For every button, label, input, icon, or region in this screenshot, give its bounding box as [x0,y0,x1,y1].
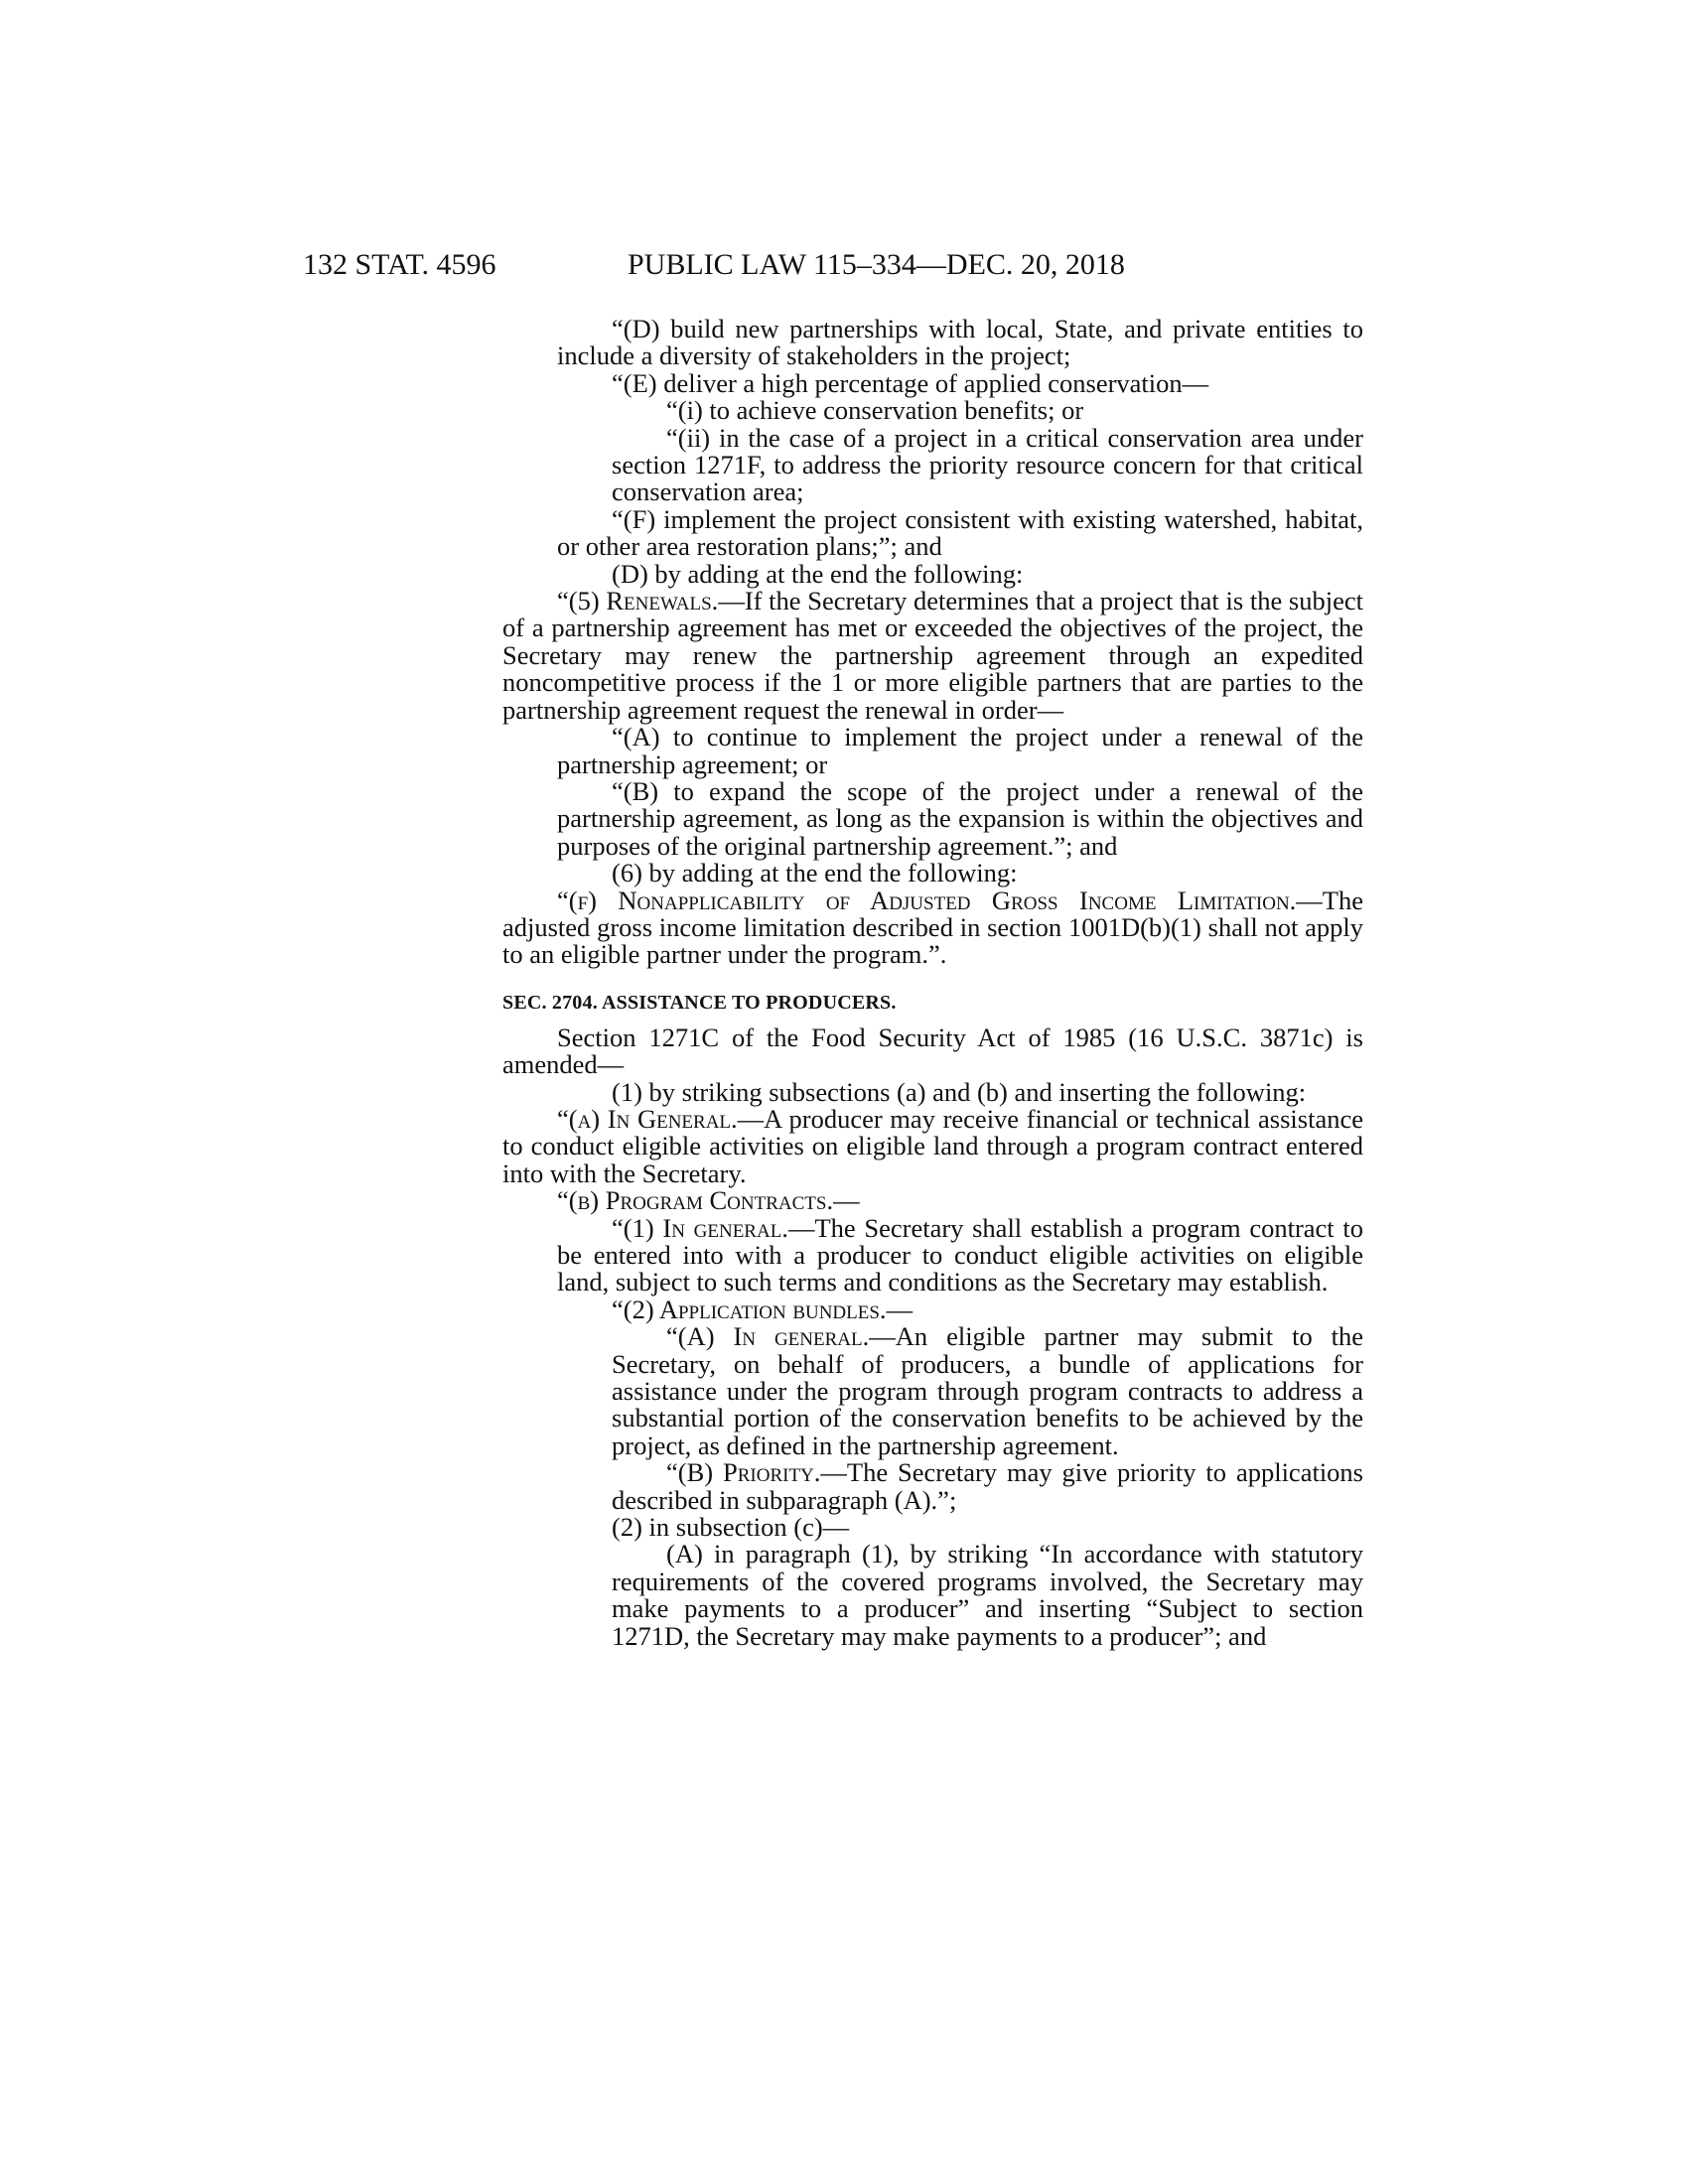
subsection-b-label: “(b) Program Contracts. [557,1185,834,1216]
subparagraph-b2b-text: —The Secretary may give priority to applications described in subparagraph (A).”; [612,1457,1363,1515]
subsection-a-text: —A producer may receive financial or technical assistance to conduct eligible activities on eligible land through a program contract entered into with the Secretary. [502,1103,1364,1188]
subparagraph-b2a-text: —An eligible partner may submit to the Secretary, on behalf of producers, a bundle of applications for assistance under the program through program contracts to address a substantial portion of the conservation benefits to be achieved by the project, as defined in the partnership agreement. [612,1321,1363,1460]
renewals-subpara-b: “(B) to expand the scope of the project under a renewal of the partnership agreement, as long as the expansion is within the objectives and purposes of the original partnership agreement.”; and [557,775,1363,861]
clause-d: “(D) build new partnerships with local, State, and private entities to include a diversity of stakeholders in the project; [557,314,1363,371]
renewals-subpara-a: “(A) to continue to implement the project under a renewal of the partnership agreement; or [557,722,1363,779]
document-body [502,316,1363,1650]
subsection-b-text: — [833,1185,860,1216]
subparagraph-b2a-label: “(A) In general. [666,1321,870,1352]
paragraph-b2-text: — [886,1294,914,1324]
paragraph-b1 [502,1212,1363,1297]
subsection-a-label: “(a) In General. [557,1103,738,1134]
amendment-d-adding: (D) by adding at the end the following: [612,558,1024,589]
subsection-a [502,1103,1364,1188]
clause-e: “(E) deliver a high percentage of applied conservation— [612,367,1209,398]
paragraph-b2-label: “(2) Application bundles. [612,1294,887,1324]
paragraph-b1-label: “(1) In general. [612,1212,788,1243]
subsection-f [502,887,1363,969]
subparagraph-b2a [502,1323,1363,1459]
amendment-2: (2) in subsection (c)— [612,1512,850,1543]
amendment-6-adding: (6) by adding at the end the following: [612,858,1018,888]
subsection-f-text: —The adjusted gross income limitation described in section 1001D(b)(1) shall not apply to an eligible partner under the program.”. [502,885,1363,970]
amendment-1: (1) by striking subsections (a) and (b) and inserting the following: [612,1076,1307,1107]
subparagraph-b2b-label: “(B) Priority. [666,1457,821,1488]
clause-f: “(F) implement the project consistent with existing watershed, habitat, or other area restoration plans;”; and [557,503,1363,562]
section-intro: Section 1271C of the Food Security Act of 1985 (16 U.S.C. 3871c) is amended— [502,1022,1363,1080]
paragraph-b1-text: —The Secretary shall establish a program contract to be entered into with a producer to conduct eligible activities on eligible land, subject to such terms and conditions as the Secretary may establish. [557,1212,1363,1297]
renewals-text: —If the Secretary determines that a project that is the subject of a partnership agreement has met or exceeded the objectives of the project, the Secretary may renew the partnership agreement through an expedited noncompetitive process if the 1 or more eligible partners that are parties to the partnership agreement request the renewal in order— [502,586,1363,725]
section-heading [502,991,1363,1015]
subsection-f-label: “(f) Nonapplicability of Adjusted Gross Income Limitation. [557,885,1297,915]
clause-e-i: “(i) to achieve conservation benefits; or [666,395,1084,426]
amendment-2-a: (A) in paragraph (1), by striking “In accordance with statutory requirements of the covered programs involved, the Secretary may make payments to a producer” and inserting “Subject to section 1271D, the Secretary may make payments to a producer”; and [612,1539,1363,1651]
clause-e-ii: “(ii) in the case of a project in a critical conservation area under section 1271F, to address the priority resource concern for that critical conservation area; [612,422,1363,507]
renewals-paragraph [502,588,1363,724]
statute-page-number: 132 STAT. 4596 [303,248,496,281]
section-title: ASSISTANCE TO PRODUCERS. [602,991,897,1014]
paragraph-b2 [502,1294,1363,1324]
page-title: PUBLIC LAW 115–334—DEC. 20, 2018 [628,248,1125,281]
subparagraph-b2b [502,1459,1363,1514]
section-number: SEC. 2704. [502,991,598,1014]
renewals-label: “(5) Renewals. [557,586,719,616]
subsection-b [502,1187,1363,1214]
